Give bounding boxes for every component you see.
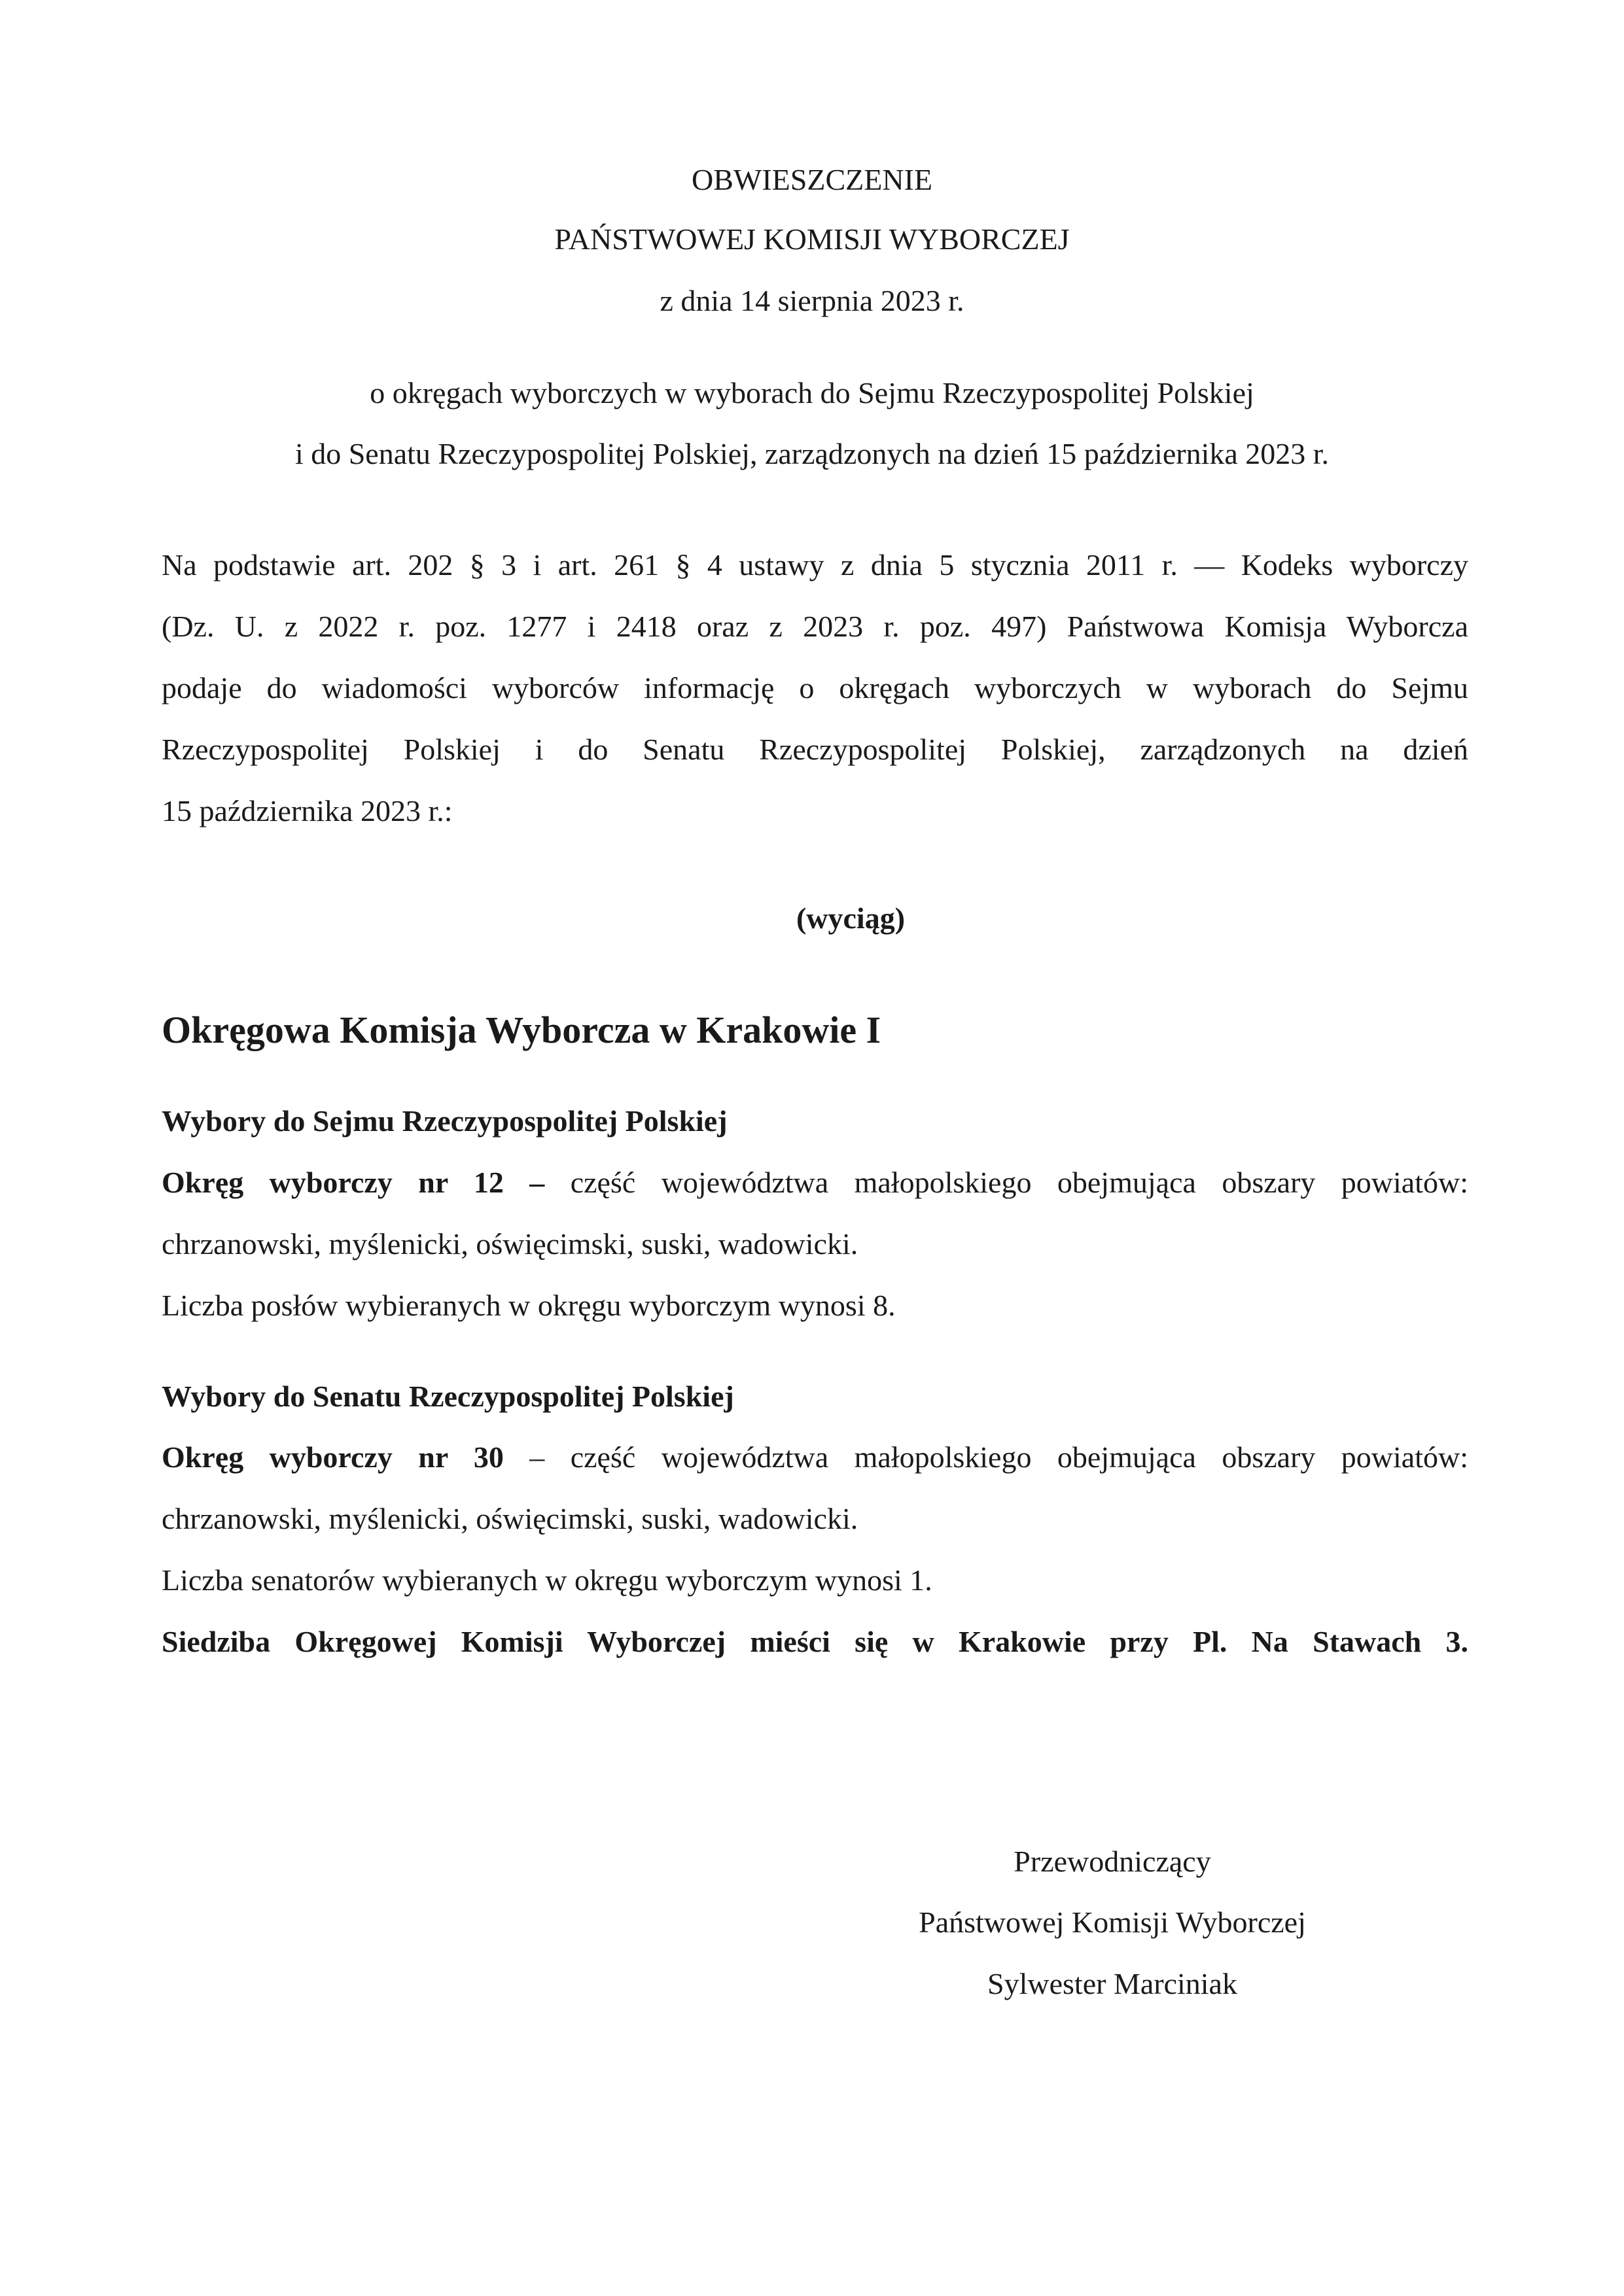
senate-district-line	[162, 1439, 1468, 1476]
commission-name: Okręgowa Komisja Wyborcza w Krakowie I	[162, 1009, 881, 1051]
preamble-line-5: 15 października 2023 r.:	[162, 794, 453, 827]
sejm-district-label: Okręg wyborczy nr 12 –	[162, 1166, 545, 1199]
preamble-line-2: (Dz. U. z 2022 r. poz. 1277 i 2418 oraz z 2023 r. poz. 497) Państwowa Komisja Wyborcza	[162, 610, 1468, 643]
signature-body: Państwowej Komisji Wyborczej	[919, 1905, 1306, 1939]
senate-heading: Wybory do Senatu Rzeczypospolitej Polskiej	[162, 1380, 734, 1413]
subject-line-1: o okręgach wyborczych w wyborach do Sejmu Rzeczypospolitej Polskiej	[370, 376, 1254, 409]
subject-line-2: i do Senatu Rzeczypospolitej Polskiej, zarządzonych na dzień 15 października 2023 r.	[294, 437, 1330, 470]
issuer-name: PAŃSTWOWEJ KOMISJI WYBORCZEJ	[554, 222, 1070, 256]
sejm-seats: Liczba posłów wybieranych w okręgu wyborczym wynosi 8.	[162, 1289, 896, 1322]
senate-district-text: – część województwa małopolskiego obejmująca obszary powiatów:	[503, 1440, 1469, 1474]
document-date: z dnia 14 sierpnia 2023 r.	[660, 284, 964, 317]
preamble-line-3: podaje do wiadomości wyborców informację o okręgach wyborczych w wyborach do Sejmu	[162, 671, 1468, 704]
sejm-district-text: część województwa małopolskiego obejmująca obszary powiatów:	[544, 1166, 1469, 1199]
signature-role: Przewodniczący	[1014, 1845, 1211, 1878]
document-title: OBWIESZCZENIE	[692, 163, 932, 196]
sejm-district-line	[162, 1164, 1468, 1201]
sejm-heading: Wybory do Sejmu Rzeczypospolitej Polskiej	[162, 1104, 728, 1138]
sejm-counties: chrzanowski, myślenicki, oświęcimski, suski, wadowicki.	[162, 1227, 858, 1261]
preamble-line-4: Rzeczypospolitej Polskiej i do Senatu Rzeczypospolitej Polskiej, zarządzonych na dzień	[162, 733, 1468, 766]
preamble-line-1: Na podstawie art. 202 § 3 i art. 261 § 4 ustawy z dnia 5 stycznia 2011 r. — Kodeks wyborczy	[162, 548, 1468, 582]
senate-counties: chrzanowski, myślenicki, oświęcimski, suski, wadowicki.	[162, 1502, 858, 1535]
signature-name: Sylwester Marciniak	[987, 1967, 1237, 2000]
excerpt-label: (wyciąg)	[796, 901, 906, 935]
senate-district-label: Okręg wyborczy nr 30	[162, 1440, 504, 1474]
senate-seats: Liczba senatorów wybieranych w okręgu wyborczym wynosi 1.	[162, 1563, 932, 1597]
seat-address: Siedziba Okręgowej Komisji Wyborczej mieści się w Krakowie przy Pl. Na Stawach 3.	[162, 1625, 1468, 1658]
